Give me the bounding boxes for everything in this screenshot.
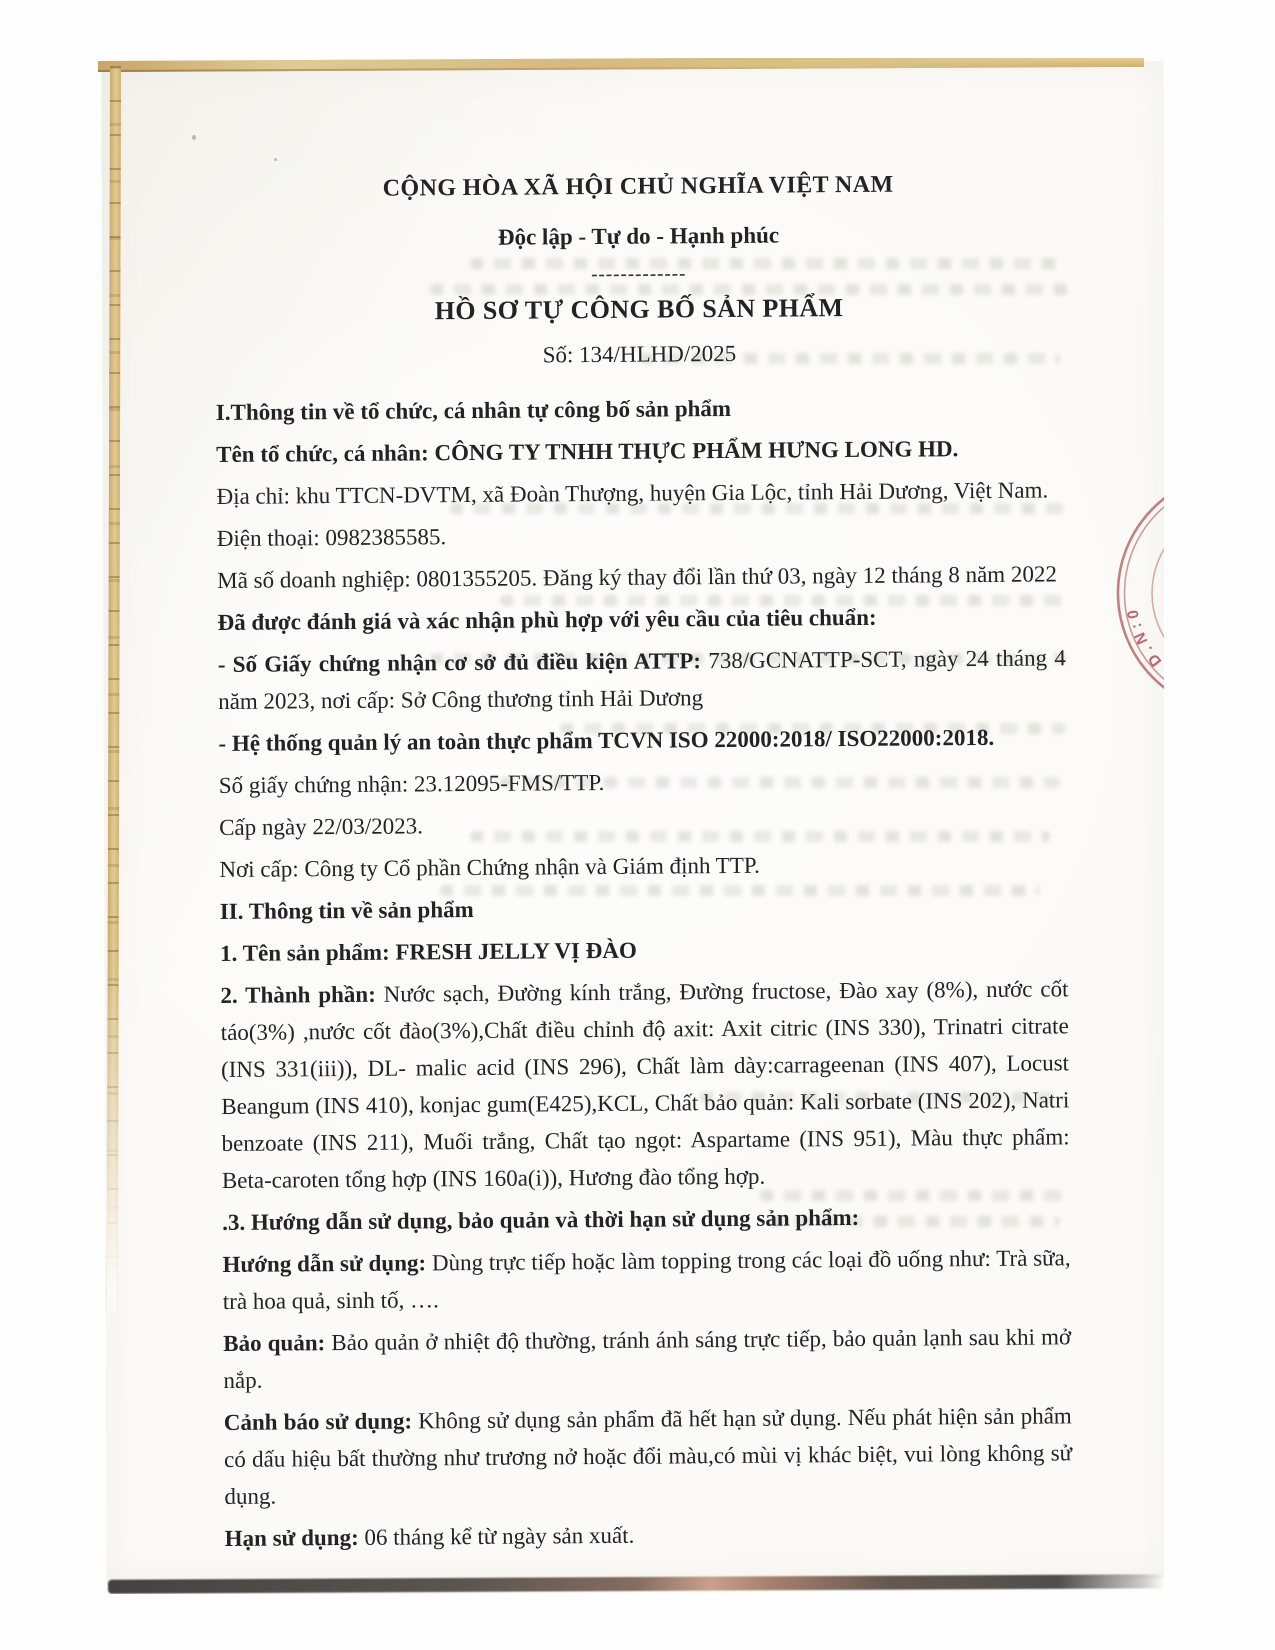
text-run: 06 tháng kể từ ngày sản xuất.	[364, 1522, 635, 1550]
text-run: II. Thông tin về sản phẩm	[219, 896, 474, 924]
text-run: Địa chỉ: khu TTCN-DVTM, xã Đoàn Thượng, huyện Gia Lộc, tỉnh Hải Dương, Việt Nam.	[216, 477, 1049, 509]
section2-heading	[220, 886, 1068, 930]
text-run: Cảnh báo sử dụng:	[223, 1408, 419, 1435]
text-run: Tên tổ chức, cá nhân: CÔNG TY TNHH THỰC PHẨM HƯNG LONG HD.	[216, 436, 959, 467]
text-run: Không sử dụng sản phẩm đã hết hạn sử dụng. Nếu phát hiện sản phẩm có dấu hiệu bất thường như trương nở hoặc đổi màu,có mùi vị khác biệt, vui lòng không sử dụng.	[223, 1403, 1073, 1509]
paper-speck	[192, 135, 196, 140]
product-name-line	[220, 928, 1068, 972]
text-run: Cấp ngày 22/03/2023.	[219, 813, 424, 840]
attp-certificate-line	[218, 639, 1067, 720]
national-title: CỘNG HÒA XÃ HỘI CHỦ NGHĨA VIỆT NAM	[382, 171, 894, 202]
text-run: Hạn sử dụng:	[224, 1524, 365, 1551]
phone-line	[217, 513, 1065, 557]
svg-text:M.S.D.N:0	[1123, 604, 1206, 702]
text-run: - Hệ thống quản lý an toàn thực phẩm TCVN ISO 22000:2018/ ISO22000:2018.	[218, 724, 995, 756]
text-run: Hướng dẫn sử dụng:	[222, 1250, 433, 1277]
national-motto: Độc lập - Tự do - Hạnh phúc	[497, 222, 780, 250]
storage-paragraph	[223, 1318, 1072, 1399]
certificate-date-line	[219, 802, 1067, 846]
certificate-issuer-line	[219, 844, 1067, 888]
document-photo	[96, 58, 1206, 1594]
organization-name-line	[216, 429, 1064, 473]
section3-heading	[222, 1197, 1070, 1241]
section1-heading	[216, 387, 1064, 431]
text-run: Nước sạch, Đường kính trắng, Đường fructose, Đào xay (8%), nước cốt táo(3%) ,nước cốt đào(3%),Chất điều chỉnh độ axit: Axit citric (INS 330), Trinatri citrate (INS 331(iii)), DL- malic acid (INS 296), Chất làm dày:carrageenan (INS 407), Locust Beangum (INS 410), konjac gum(E425),KCL, Chất bảo quản: Kali sorbate (INS 202), Natri benzoate (INS 211), Muối trắng, Chất tạo ngọt: Aspartame (INS 951), Màu thực phẩm: Beta-caroten tổng hợp (INS 160a(i)), Hương đào tổng hợp.	[220, 976, 1070, 1193]
usage-paragraph	[222, 1239, 1071, 1320]
text-run: Bảo quản:	[223, 1330, 332, 1356]
paper-speck	[274, 158, 277, 161]
assessment-line	[217, 597, 1065, 641]
document-number: Số: 134/HLHD/2025	[542, 340, 737, 368]
text-run: Bảo quản ở nhiệt độ thường, tránh ánh sáng trực tiếp, bảo quản lạnh sau khi mở nắp.	[223, 1324, 1072, 1393]
document-header	[214, 167, 1064, 373]
ingredients-paragraph	[220, 970, 1070, 1199]
text-run: Điện thoại: 0982385585.	[216, 524, 447, 551]
text-run: I.Thông tin về tổ chức, cá nhân tự công bố sản phẩm	[215, 395, 732, 425]
document-body	[216, 387, 1073, 1557]
certificate-number-line	[219, 760, 1067, 804]
business-code-line	[217, 555, 1065, 599]
document-title: HỒ SƠ TỰ CÔNG BỐ SẢN PHẨM	[434, 293, 844, 326]
text-run: 1. Tên sản phẩm: FRESH JELLY VỊ ĐÀO	[220, 937, 637, 966]
text-run: Mã số doanh nghiệp: 0801355205. Đăng ký thay đổi lần thứ 03, ngày 12 tháng 8 năm 2022	[217, 561, 1057, 593]
text-run: .3. Hướng dẫn sử dụng, bảo quản và thời hạn sử dụng sản phẩm:	[222, 1204, 860, 1235]
red-stamp	[1108, 463, 1206, 723]
text-run: Nơi cấp: Công ty Cổ phần Chứng nhận và Giám định TTP.	[219, 852, 760, 882]
iso-line	[218, 718, 1066, 762]
document-content	[214, 167, 1073, 1562]
text-run: - Số Giấy chứng nhận cơ sở đủ điều kiện ATTP:	[217, 648, 709, 677]
text-run: 738/GCNATTP-SCT, ngày 24 tháng 4 năm 2023, nơi cấp: Sở Công thương tỉnh Hải Dương	[218, 645, 1066, 714]
stamp-text: M.S.D.N:0	[1123, 604, 1206, 702]
text-run: Đã được đánh giá và xác nhận phù hợp với yêu cầu của tiêu chuẩn:	[217, 604, 877, 635]
shelf-life-paragraph	[225, 1513, 1073, 1557]
address-line	[216, 471, 1064, 515]
warning-paragraph	[224, 1397, 1073, 1515]
text-run: 2. Thành phần:	[220, 981, 384, 1008]
header-divider: -------------	[591, 263, 687, 286]
text-run: Dùng trực tiếp hoặc làm topping trong các loại đồ uống như: Trà sữa, trà hoa quả, sinh tố, ….	[222, 1245, 1071, 1314]
text-run: Số giấy chứng nhận: 23.12095-FMS/TTP.	[218, 769, 605, 798]
